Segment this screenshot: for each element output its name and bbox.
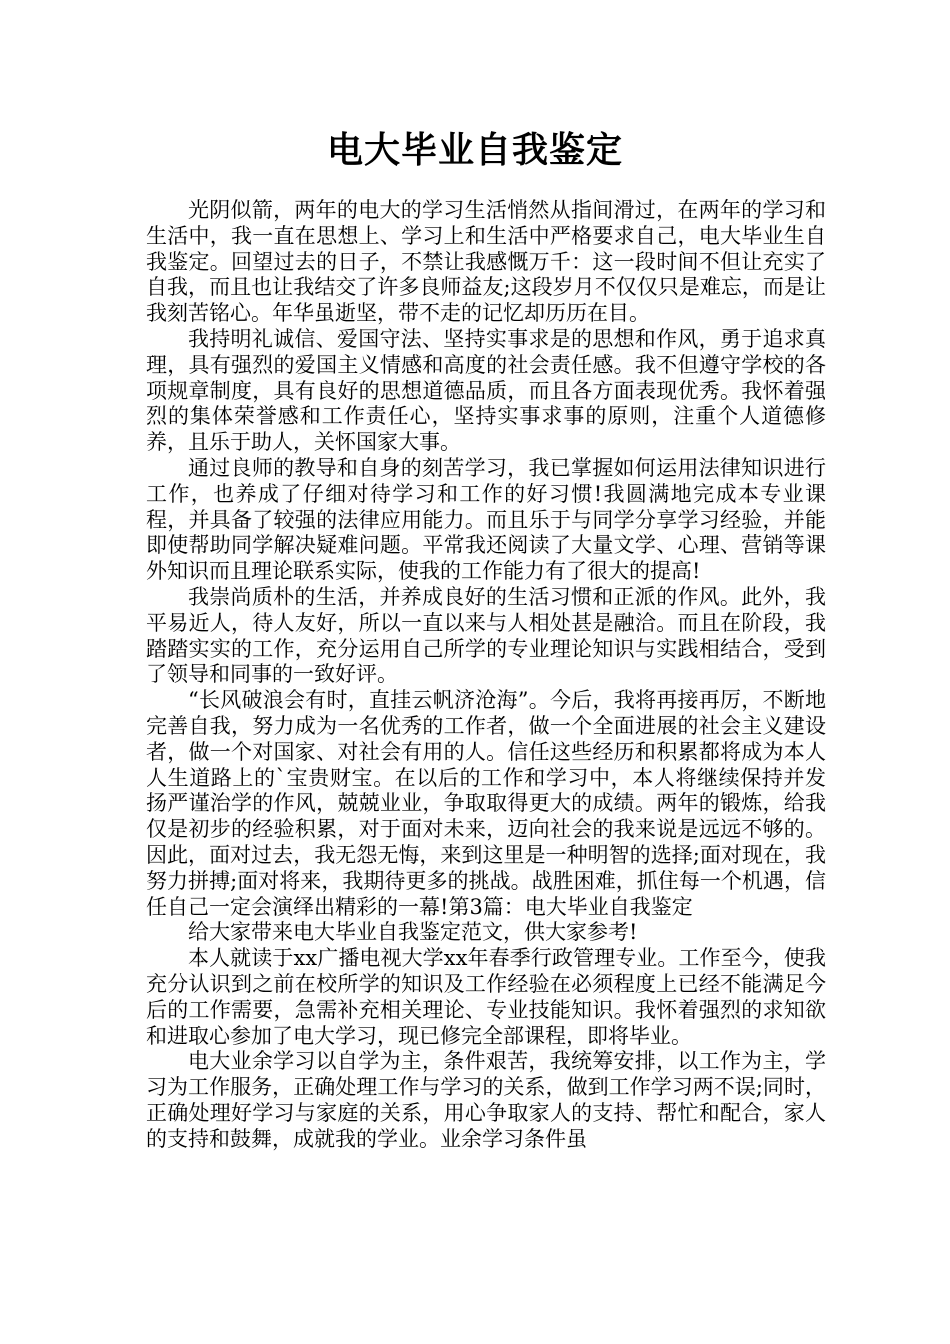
document-body: [146, 198, 826, 1152]
paragraph: 给大家带来电大毕业自我鉴定范文，供大家参考!: [188, 920, 638, 945]
paragraph: 光阴似箭，两年的电大的学习生活悄然从指间滑过，在两年的学习和生活中，我一直在思想上、学习上和生活中严格要求自己，电大毕业生自我鉴定。回望过去的日子，不禁让我感慨万千：这一段时间不但让充实了自我，而且也让我结交了许多良师益友;这段岁月不仅仅只是难忘，而是让我刻苦铭心。年华虽逝坚，带不走的记忆却历历在目。: [146, 198, 826, 326]
paragraph: 通过良师的教导和自身的刻苦学习，我已掌握如何运用法律知识进行工作，也养成了仔细对待学习和工作的好习惯!我圆满地完成本专业课程，并具备了较强的法律应用能力。而且乐于与同学分享学习经验，并能即使帮助同学解决疑难问题。平常我还阅读了大量文学、心理、营销等课外知识而且理论联系实际，使我的工作能力有了很大的提高!: [146, 455, 826, 584]
paragraph: “长风破浪会有时，直挂云帆济沧海”。今后，我将再接再厉，不断地完善自我，努力成为一名优秀的工作者，做一个全面进展的社会主义建设者，做一个对国家、对社会有用的人。信任这些经历和积累都将成为本人人生道路上的`宝贵财宝。在以后的工作和学习中，本人将继续保持并发扬严谨治学的作风，兢兢业业，争取取得更大的成绩。两年的锻炼，给我仅是初步的经验积累，对于面对未来，迈向社会的我来说是远远不够的。因此，面对过去，我无怨无悔，来到这里是一种明智的选择;面对现在，我努力拼搏;面对将来，我期待更多的挑战。战胜困难，抓住每一个机遇，信任自己一定会演绎出精彩的一幕!第3篇：电大毕业自我鉴定: [146, 688, 826, 919]
paragraph: 本人就读于xx广播电视大学xx年春季行政管理专业。工作至今，使我充分认识到之前在校所学的知识及工作经验在必须程度上已经不能满足今后的工作需要，急需补充相关理论、专业技能知识。我怀着强烈的求知欲和进取心参加了电大学习，现已修完全部课程，即将毕业。: [146, 946, 826, 1048]
document-title: 电大毕业自我鉴定: [326, 130, 623, 171]
paragraph: 我崇尚质朴的生活，并养成良好的生活习惯和正派的作风。此外，我平易近人，待人友好，所以一直以来与人相处甚是融洽。而且在阶段，我踏踏实实的工作，充分运用自己所学的专业理论知识与实践相结合，受到了领导和同事的一致好评。: [146, 584, 826, 687]
paragraph: 电大业余学习以自学为主，条件艰苦，我统筹安排，以工作为主，学习为工作服务，正确处理工作与学习的关系，做到工作学习两不误;同时，正确处理好学习与家庭的关系，用心争取家人的支持、帮忙和配合，家人的支持和鼓舞，成就我的学业。业余学习条件虽: [146, 1049, 826, 1151]
paragraph: 我持明礼诚信、爱国守法、坚持实事求是的思想和作风，勇于追求真理，具有强烈的爱国主义情感和高度的社会责任感。我不但遵守学校的各项规章制度，具有良好的思想道德品质，而且各方面表现优秀。我怀着强烈的集体荣誉感和工作责任心，坚持实事求事的原则，注重个人道德修养，且乐于助人，关怀国家大事。: [146, 326, 826, 455]
